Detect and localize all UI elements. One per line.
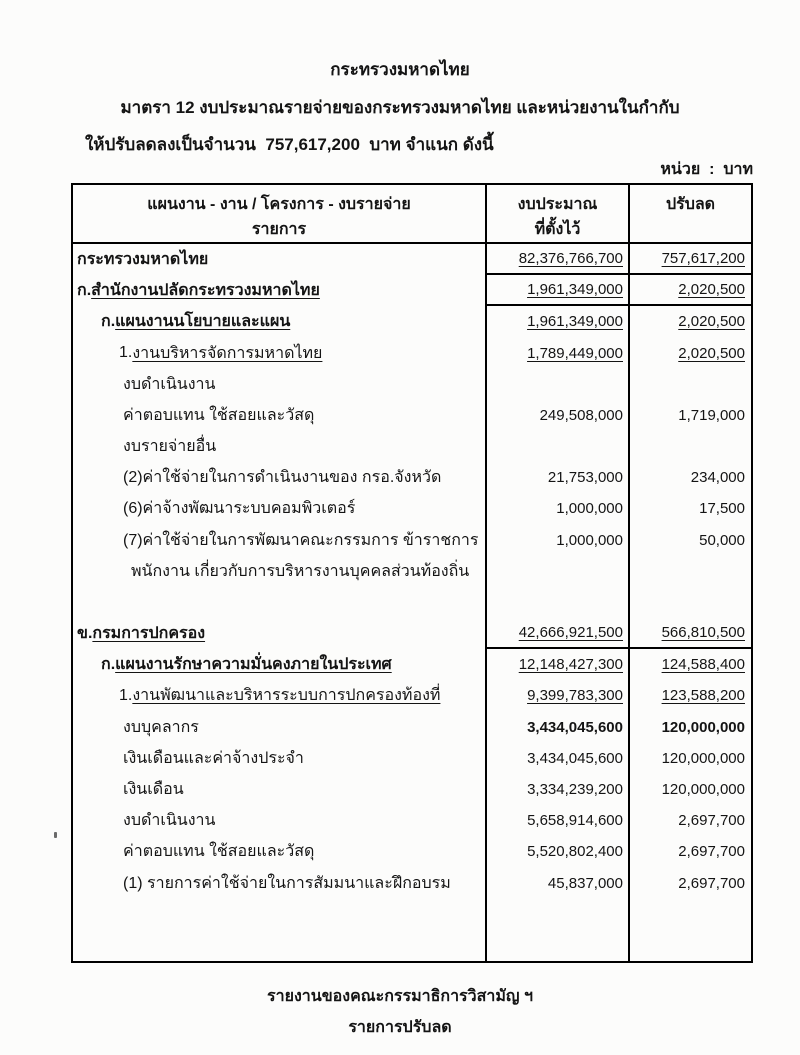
budget-cell [487, 338, 630, 369]
row-label-cell [73, 275, 487, 306]
table-row [73, 712, 751, 743]
document-subtitle: มาตรา 12 งบประมาณรายจ่ายของกระทรวงมหาดไทย และหน่วยงานในกำกับ [120, 98, 680, 117]
footer-line2: รายการปรับลด [348, 1019, 452, 1036]
table-row [73, 618, 751, 649]
table-row [73, 244, 751, 275]
budget-amount: 249,508,000 [539, 406, 623, 424]
cut-cell [630, 525, 751, 556]
row-label: (6)ค่าจ้างพัฒนาระบบคอมพิวเตอร์ [123, 500, 356, 518]
cut-amount: 757,617,200 [661, 250, 745, 268]
header-item-line1: แผนงาน - งาน / โครงการ - งบรายจ่าย [147, 196, 411, 213]
footer-line1: รายงานของคณะกรรมาธิการวิสามัญ ฯ [267, 988, 533, 1005]
row-label: กระทรวงมหาดไทย [77, 251, 209, 269]
table-row [73, 899, 751, 930]
budget-amount: 1,961,349,000 [527, 313, 623, 331]
budget-amount: 1,789,449,000 [527, 344, 623, 362]
row-label-prefix: 1. [119, 686, 133, 704]
table-row [73, 680, 751, 711]
row-label-cell [73, 743, 487, 774]
page-footer [0, 981, 800, 1043]
cut-cell [630, 743, 751, 774]
budget-cell [487, 867, 630, 898]
cut-amount: 2,697,700 [678, 874, 745, 892]
budget-amount: 3,434,045,600 [527, 718, 623, 736]
unit-label: หน่วย : บาท [660, 161, 753, 178]
cut-amount: 2,697,700 [678, 812, 745, 830]
cut-cell [630, 431, 751, 462]
budget-cell [487, 712, 630, 743]
cut-cell [630, 899, 751, 930]
budget-amount: 5,658,914,600 [527, 812, 623, 830]
budget-cell [487, 680, 630, 711]
cut-amount: 124,588,400 [661, 656, 745, 674]
table-row [73, 774, 751, 805]
cut-cell [630, 587, 751, 618]
cut-amount: 566,810,500 [661, 624, 745, 642]
budget-amount: 9,399,783,300 [527, 687, 623, 705]
budget-cell [487, 431, 630, 462]
row-label-cell [73, 774, 487, 805]
header-budget-line1: งบประมาณ [517, 196, 598, 213]
row-label-cell [73, 400, 487, 431]
header-cell-cut [630, 185, 751, 242]
table-body [73, 244, 751, 961]
cut-cell [630, 275, 751, 306]
cut-amount: 120,000,000 [661, 718, 745, 736]
budget-amount: 5,520,802,400 [527, 843, 623, 861]
budget-amount: 3,334,239,200 [527, 781, 623, 798]
budget-cell [487, 556, 630, 587]
table-row [73, 338, 751, 369]
cut-amount: 123,588,200 [661, 687, 745, 705]
row-label-cell [73, 306, 487, 337]
row-label: แผนงานรักษาความมั่นคงภายในประเทศ [115, 656, 392, 674]
cut-cell [630, 836, 751, 867]
row-label-prefix: 1. [119, 344, 133, 362]
row-label: งานพัฒนาและบริหารระบบการปกครองท้องที่ [132, 687, 441, 705]
table-row [73, 930, 751, 961]
budget-cell [487, 306, 630, 337]
budget-amount: 42,666,921,500 [518, 624, 623, 642]
row-label: กรมการปกครอง [92, 625, 206, 643]
cut-cell [630, 805, 751, 836]
table-row [73, 743, 751, 774]
row-label-cell [73, 587, 487, 618]
row-label-cell [73, 649, 487, 680]
row-label: พนักงาน เกี่ยวกับการบริหารงานบุคคลส่วนท้องถิ่น [131, 562, 470, 580]
budget-amount: 1,000,000 [556, 500, 623, 518]
cut-cell [630, 774, 751, 805]
table-header-row [73, 185, 751, 244]
table-row [73, 462, 751, 493]
row-label-prefix: ก. [101, 656, 116, 674]
row-label-cell [73, 525, 487, 556]
cut-cell [630, 462, 751, 493]
row-label: งานบริหารจัดการมหาดไทย [132, 344, 323, 362]
row-label: งบดำเนินงาน [123, 375, 216, 393]
cut-cell [630, 306, 751, 337]
budget-cell [487, 369, 630, 400]
row-label: (7)ค่าใช้จ่ายในการพัฒนาคณะกรรมการ ข้าราชการ [123, 531, 479, 549]
budget-cell [487, 930, 630, 961]
cut-cell [630, 618, 751, 649]
budget-amount: 45,837,000 [547, 874, 623, 892]
table-row [73, 587, 751, 618]
budget-cell [487, 244, 630, 275]
header-budget-line2: ที่ตั้งไว้ [534, 221, 581, 238]
header-cell-item [73, 185, 487, 242]
row-label-cell [73, 618, 487, 649]
budget-cell [487, 587, 630, 618]
header-cell-budget [487, 185, 630, 242]
row-label: งบบุคลากร [123, 718, 199, 736]
budget-cell [487, 618, 630, 649]
table-row [73, 556, 751, 587]
intro-line: ให้ปรับลดลงเป็นจำนวน 757,617,200 บาท จำแนก ดังนี้ [85, 135, 494, 154]
row-label: สำนักงานปลัดกระทรวงมหาดไทย [91, 282, 320, 300]
row-label-prefix: ก. [101, 313, 116, 331]
table-row [73, 306, 751, 337]
row-label-cell [73, 369, 487, 400]
row-label-cell [73, 805, 487, 836]
row-label: ค่าตอบแทน ใช้สอยและวัสดุ [123, 843, 315, 861]
row-label: งบดำเนินงาน [123, 812, 216, 830]
row-label-cell [73, 462, 487, 493]
cut-amount: 120,000,000 [661, 749, 745, 767]
budget-cell [487, 525, 630, 556]
row-label: (1) รายการค่าใช้จ่ายในการสัมมนาและฝึกอบรม [123, 874, 451, 892]
row-label-cell [73, 712, 487, 743]
row-label-cell [73, 244, 487, 275]
cut-cell [630, 867, 751, 898]
cut-cell [630, 712, 751, 743]
cut-cell [630, 493, 751, 524]
cut-amount: 120,000,000 [661, 781, 745, 798]
budget-amount: 1,961,349,000 [527, 281, 623, 299]
row-label: ค่าตอบแทน ใช้สอยและวัสดุ [123, 406, 315, 424]
cut-cell [630, 400, 751, 431]
table-row [73, 431, 751, 462]
row-label-cell [73, 680, 487, 711]
cut-cell [630, 680, 751, 711]
budget-cell [487, 493, 630, 524]
cut-cell [630, 244, 751, 275]
budget-cell [487, 743, 630, 774]
budget-amount: 1,000,000 [556, 531, 623, 549]
table-row [73, 867, 751, 898]
cut-cell [630, 649, 751, 680]
cut-amount: 2,697,700 [678, 843, 745, 861]
budget-amount: 3,434,045,600 [527, 749, 623, 767]
budget-table [71, 183, 753, 963]
row-label: แผนงานนโยบายและแผน [115, 313, 291, 331]
cut-amount: 17,500 [699, 500, 745, 518]
cut-cell [630, 556, 751, 587]
header-cut-label: ปรับลด [665, 196, 716, 213]
budget-cell [487, 275, 630, 306]
row-label-cell [73, 431, 487, 462]
budget-cell [487, 774, 630, 805]
budget-cell [487, 462, 630, 493]
table-row [73, 525, 751, 556]
document-title: กระทรวงมหาดไทย [330, 60, 470, 79]
cut-cell [630, 930, 751, 961]
cut-amount: 2,020,500 [678, 344, 745, 362]
row-label-cell [73, 556, 487, 587]
budget-cell [487, 400, 630, 431]
budget-cell [487, 805, 630, 836]
row-label-cell [73, 867, 487, 898]
cut-amount: 50,000 [699, 531, 745, 549]
row-label-cell [73, 930, 487, 961]
header-item-line2: รายการ [251, 221, 307, 238]
budget-cell [487, 649, 630, 680]
cut-amount: 234,000 [690, 469, 745, 487]
row-label: (2)ค่าใช้จ่ายในการดำเนินงานของ กรอ.จังหวัด [123, 469, 442, 487]
table-row [73, 836, 751, 867]
row-label-cell [73, 899, 487, 930]
row-label-cell [73, 493, 487, 524]
budget-amount: 21,753,000 [547, 469, 623, 487]
table-row [73, 369, 751, 400]
row-label: เงินเดือน [123, 781, 184, 798]
budget-amount: 82,376,766,700 [518, 250, 623, 268]
cut-amount: 1,719,000 [678, 406, 745, 424]
row-label: เงินเดือนและค่าจ้างประจำ [123, 749, 304, 767]
row-label: งบรายจ่ายอื่น [123, 438, 217, 456]
budget-amount: 12,148,427,300 [518, 656, 623, 674]
table-row [73, 400, 751, 431]
cut-cell [630, 338, 751, 369]
cut-amount: 2,020,500 [678, 281, 745, 299]
cut-amount: 2,020,500 [678, 313, 745, 331]
budget-cell [487, 836, 630, 867]
row-label-prefix: ก. [77, 282, 92, 300]
row-label-cell [73, 338, 487, 369]
row-label-cell [73, 836, 487, 867]
table-row [73, 805, 751, 836]
cut-cell [630, 369, 751, 400]
budget-cell [487, 899, 630, 930]
row-label-prefix: ข. [77, 625, 93, 643]
scan-artifact-dot [54, 832, 57, 838]
table-row [73, 649, 751, 680]
table-row [73, 275, 751, 306]
table-row [73, 493, 751, 524]
